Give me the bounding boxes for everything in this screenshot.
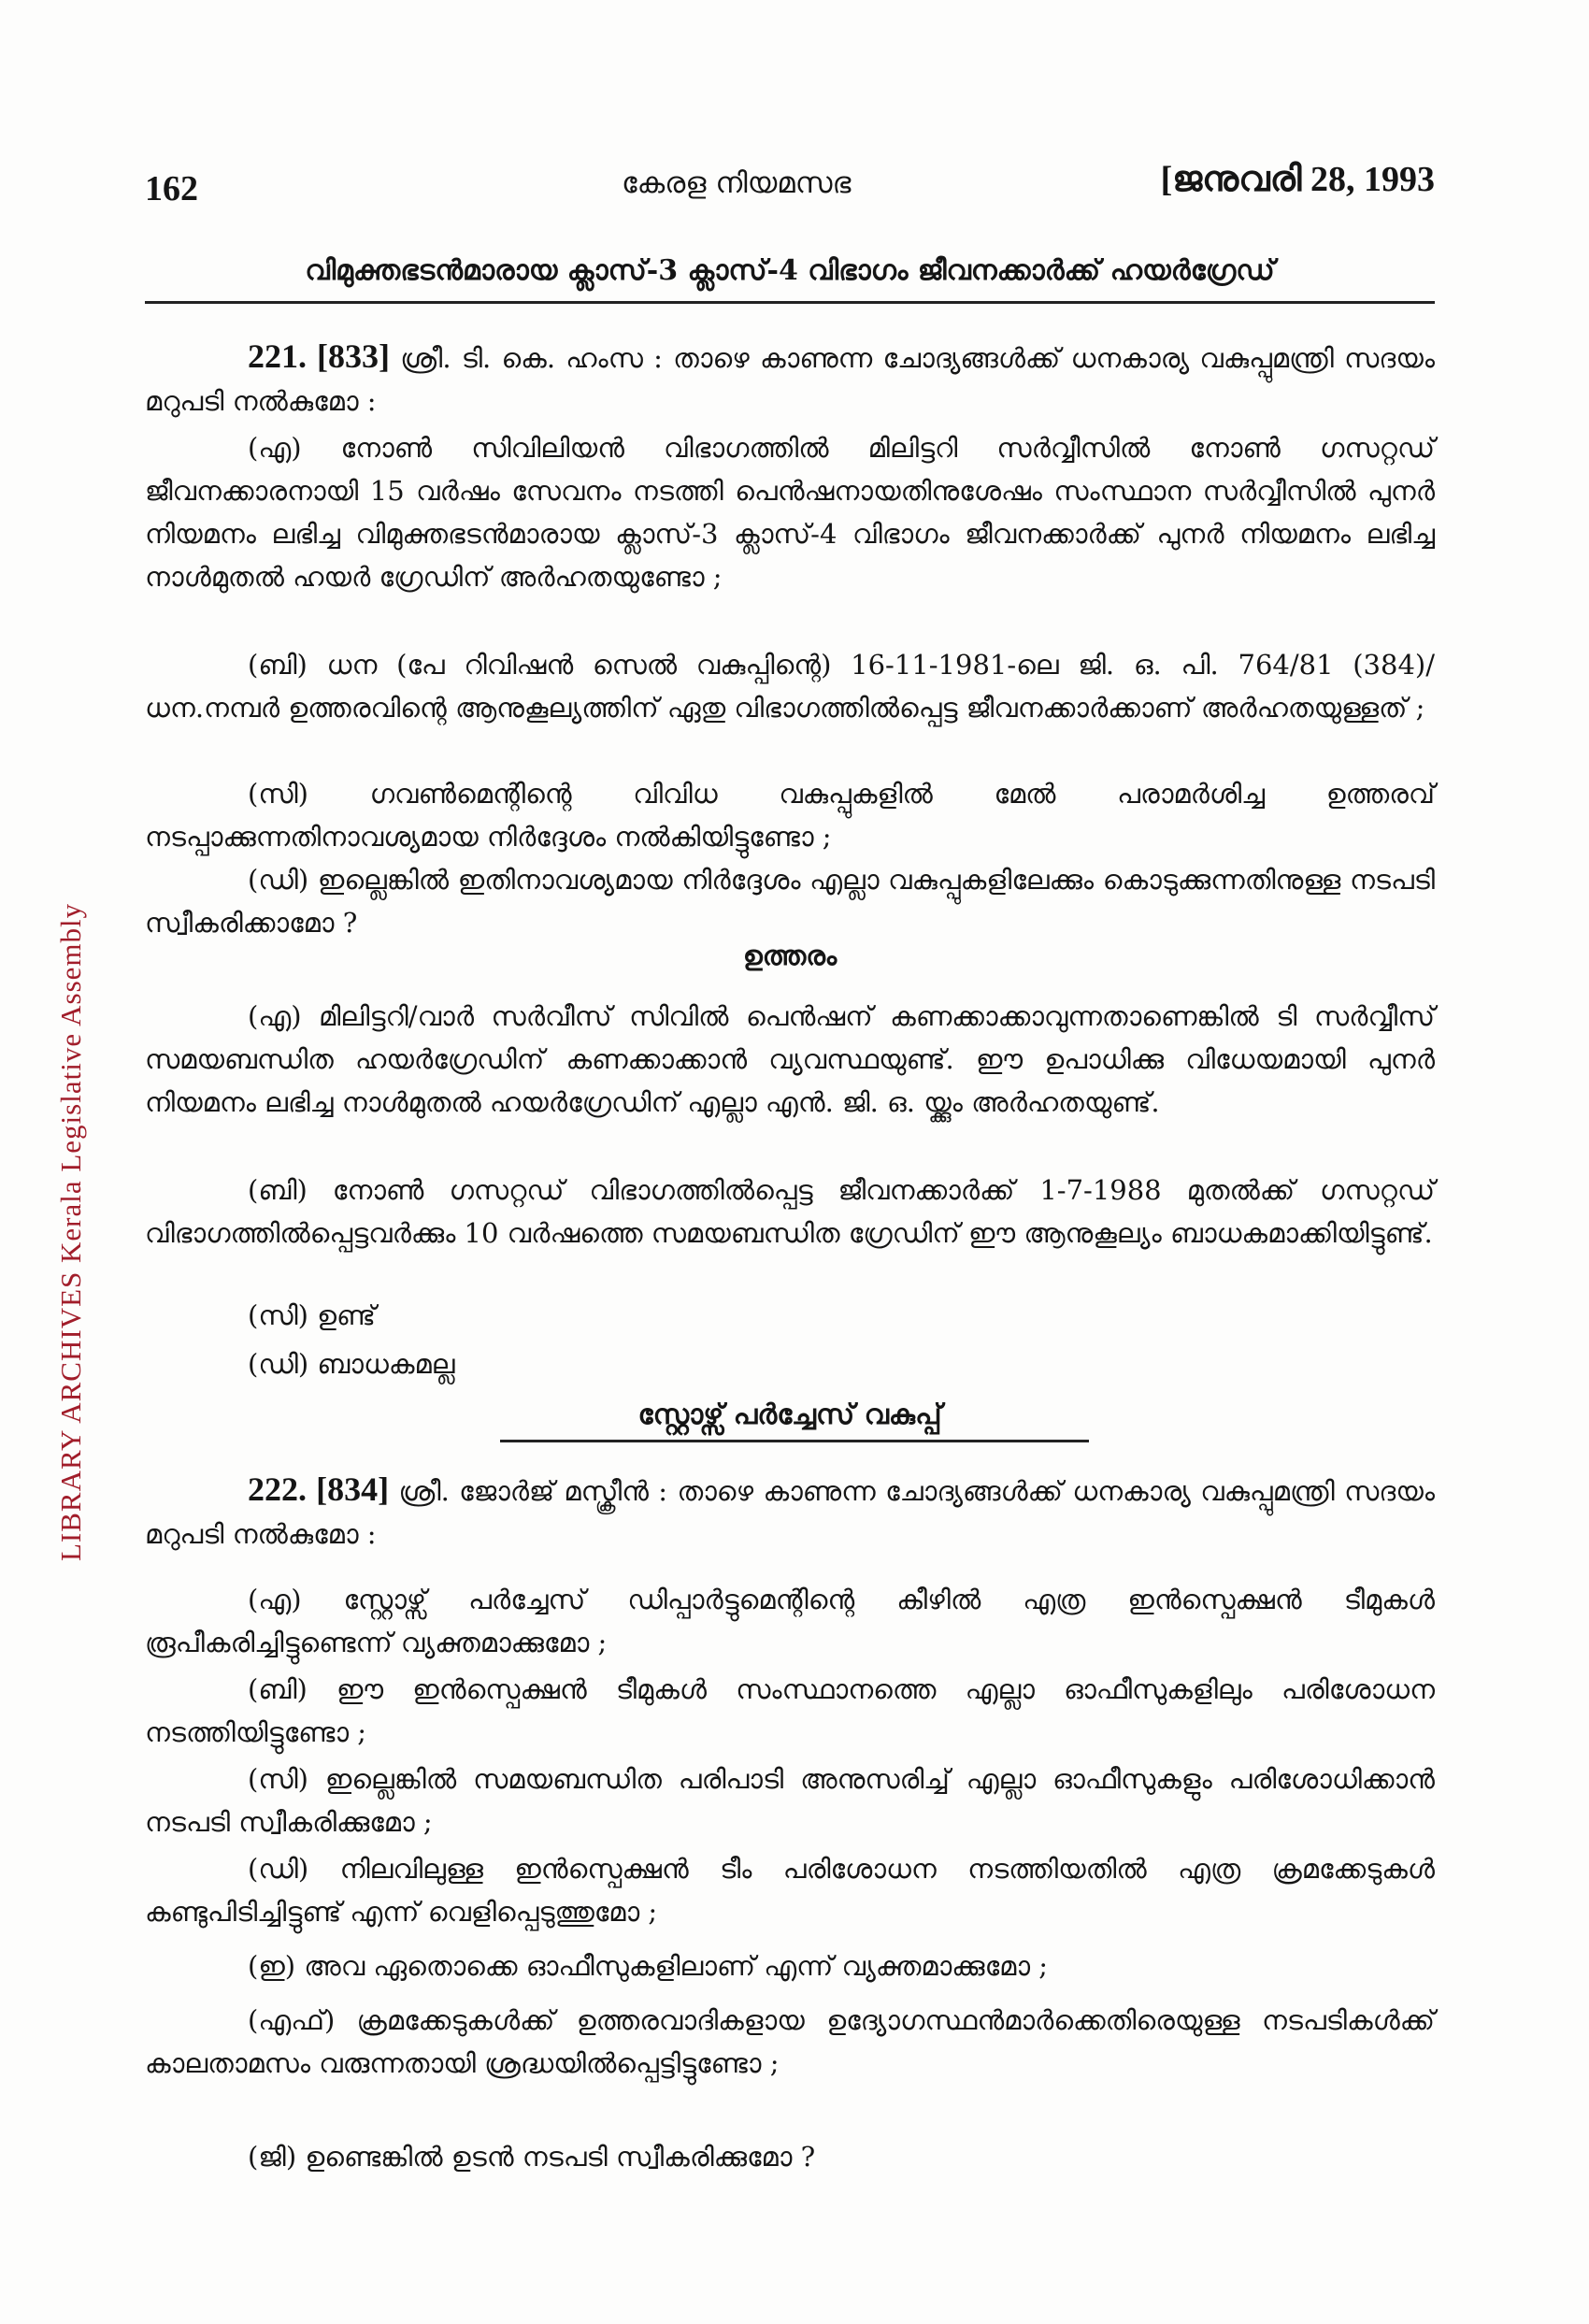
question-222-part-e: (ഇ) അവ ഏതൊക്കെ ഓഫീസുകളിലാണ് എന്ന് വ്യക്തമാക്കുമോ ; <box>248 1950 1048 1982</box>
question-intro: ശ്രീ. ജോർജ് മസ്ക്രീൻ : താഴെ കാണുന്ന ചോദ്യങ്ങൾക്ക് ധനകാര്യ വകുപ്പുമന്ത്രി സദയം മറുപടി നൽകുമോ : <box>145 1475 1435 1550</box>
question-222 <box>145 1468 1435 1556</box>
question-222-part-b: (ബി) ഈ ഇൻസ്പെക്ഷൻ ടീമുകൾ സംസ്ഥാനത്തെ എല്ലാ ഓഫീസുകളിലും പരിശോധന നടത്തിയിട്ടുണ്ടോ ; <box>145 1673 1435 1748</box>
question-222-part-a: (എ) സ്റ്റോഴ്സ് പർച്ചേസ് ഡിപ്പാർട്ടുമെന്റിന്റെ കീഴിൽ എത്ര ഇൻസ്പെക്ഷൻ ടീമുകൾ രൂപീകരിച്ചിട്ടുണ്ടെന്ന് വ്യക്തമാക്കുമോ ; <box>145 1584 1435 1658</box>
question-intro: ശ്രീ. ടി. കെ. ഹംസ : താഴെ കാണുന്ന ചോദ്യങ്ങൾക്ക് ധനകാര്യ വകുപ്പുമന്ത്രി സദയം മറുപടി നൽകുമോ : <box>145 342 1435 417</box>
question-number: 222. [834] <box>248 1470 390 1508</box>
question-222-part-c: (സി) ഇല്ലെങ്കിൽ സമയബന്ധിത പരിപാടി അനുസരിച്ച് എല്ലാ ഓഫീസുകളും പരിശോധിക്കാൻ നടപടി സ്വീകരിക്കുമോ ; <box>145 1763 1435 1838</box>
answer-label: ഉത്തരം <box>742 940 837 971</box>
answer-part-d: (ഡി) ബാധകമല്ല <box>248 1348 455 1380</box>
header-date: [ജനുവരി 28, 1993 <box>1160 160 1435 199</box>
question-number: 221. [833] <box>248 337 390 375</box>
question-part-b: (ബി) ധന (പേ റിവിഷൻ സെൽ വകുപ്പിന്റെ) 16-11-1981-ലെ ജി. ഒ. പി. 764/81 (384)/ധന.നമ്പർ ഉത്തരവിന്റെ ആനുകൂല്യത്തിന് ഏതു വിഭാഗത്തിൽപ്പെട്ട ജീവനക്കാർക്കാണ് അർഹതയുള്ളത് ; <box>145 649 1435 724</box>
question-221 <box>145 335 1435 423</box>
page-number: 162 <box>145 169 198 208</box>
heading-rule-2 <box>500 1440 1089 1442</box>
question-222-part-f: (എഫ്) ക്രമക്കേടുകൾക്ക് ഉത്തരവാദികളായ ഉദ്യോഗസ്ഥൻമാർക്കെതിരെയുള്ള നടപടികൾക്ക് കാലതാമസം വരുന്നതായി ശ്രദ്ധയിൽപ്പെട്ടിട്ടുണ്ടോ ; <box>145 2004 1435 2079</box>
answer-part-b: (ബി) നോൺ ഗസറ്റഡ് വിഭാഗത്തിൽപ്പെട്ട ജീവനക്കാർക്ക് 1-7-1988 മുതൽക്ക് ഗസറ്റഡ് വിഭാഗത്തിൽപ്പെട്ടവർക്കും 10 വർഷത്തെ സമയബന്ധിത ഗ്രേഡിന് ഈ ആനുകൂല്യം ബാധകമാക്കിയിട്ടുണ്ട്. <box>145 1174 1435 1249</box>
archive-side-stamp: LIBRARY ARCHIVES Kerala Legislative Assembly <box>54 902 87 1561</box>
running-title: കേരള നിയമസഭ <box>622 166 852 200</box>
section-heading-2: സ്റ്റോഴ്സ് പർച്ചേസ് വകുപ്പ് <box>637 1399 942 1431</box>
question-part-d: (ഡി) ഇല്ലെങ്കിൽ ഇതിനാവശ്യമായ നിർദ്ദേശം എല്ലാ വകുപ്പുകളിലേക്കും കൊടുക്കുന്നതിനുള്ള നടപടി സ്വീകരിക്കാമോ ? <box>145 864 1435 939</box>
question-part-c: (സി) ഗവൺമെന്റിന്റെ വിവിധ വകുപ്പുകളിൽ മേൽ പരാമർശിച്ച ഉത്തരവ് നടപ്പാക്കുന്നതിനാവശ്യമായ നിർദ്ദേശം നൽകിയിട്ടുണ്ടോ ; <box>145 778 1435 853</box>
heading-rule-1 <box>145 301 1435 304</box>
answer-part-c: (സി) ഉണ്ട് <box>248 1299 376 1331</box>
question-222-part-d: (ഡി) നിലവിലുള്ള ഇൻസ്പെക്ഷൻ ടീം പരിശോധന നടത്തിയതിൽ എത്ര ക്രമക്കേടുകൾ കണ്ടുപിടിച്ചിട്ടുണ്ട് എന്ന് വെളിപ്പെടുത്തുമോ ; <box>145 1853 1435 1928</box>
question-part-a: (എ) നോൺ സിവിലിയൻ വിഭാഗത്തിൽ മിലിട്ടറി സർവ്വീസിൽ നോൺ ഗസറ്റഡ് ജീവനക്കാരനായി 15 വർഷം സേവനം നടത്തി പെൻഷനായതിനുശേഷം സംസ്ഥാന സർവ്വീസിൽ പുനർ നിയമനം ലഭിച്ച വിമുക്തഭടൻമാരായ ക്ലാസ്-3 ക്ലാസ്-4 വിഭാഗം ജീവനക്കാർക്ക് പുനർ നിയമനം ലഭിച്ച നാൾമുതൽ ഹയർ ഗ്രേഡിന് അർഹതയുണ്ടോ ; <box>145 432 1435 593</box>
section-heading-1: വിമുക്തഭടൻമാരായ ക്ലാസ്-3 ക്ലാസ്-4 വിഭാഗം ജീവനക്കാർക്ക് ഹയർഗ്രേഡ് <box>305 254 1275 287</box>
question-222-part-g: (ജി) ഉണ്ടെങ്കിൽ ഉടൻ നടപടി സ്വീകരിക്കുമോ ? <box>248 2141 816 2173</box>
page-header <box>145 157 1435 213</box>
answer-part-a: (എ) മിലിട്ടറി/വാർ സർവീസ് സിവിൽ പെൻഷന് കണക്കാക്കാവുന്നതാണെങ്കിൽ ടി സർവ്വീസ് സമയബന്ധിത ഹയർഗ്രേഡിന് കണക്കാക്കാൻ വ്യവസ്ഥയുണ്ട്. ഈ ഉപാധിക്കു വിധേയമായി പുനർ നിയമനം ലഭിച്ച നാൾമുതൽ ഹയർഗ്രേഡിന് എല്ലാ എൻ. ജി. ഒ. യ്ക്കും അർഹതയുണ്ട്. <box>145 1000 1435 1118</box>
